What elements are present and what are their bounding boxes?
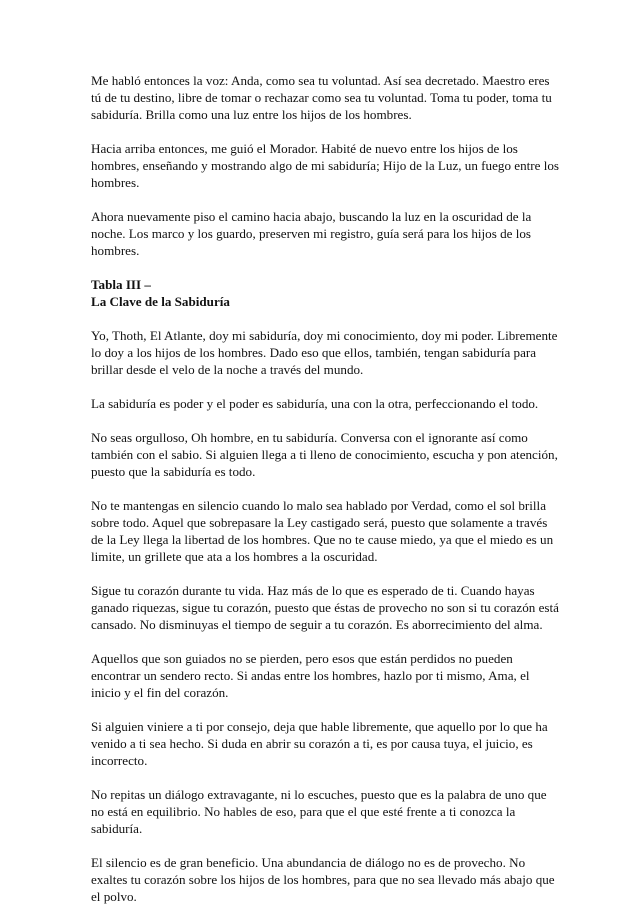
section-heading-title: La Clave de la Sabiduría [91,294,230,309]
paragraph-silence-benefit: El silencio es de gran beneficio. Una abundancia de diálogo no es de provecho. No exaltes tu corazón sobre los hijos de los hombres, para que no sea llevado más abajo que el polvo. [91,855,555,904]
paragraph-guided: Aquellos que son guiados no se pierden, pero esos que están perdidos no pueden encontrar un sendero recto. Si andas entre los hombres, hazlo por ti mismo, Ama, el inicio y el fin del corazón. [91,651,530,700]
paragraph-silence-evil: No te mantengas en silencio cuando lo malo sea hablado por Verdad, como el sol brilla sobre todo. Aquel que sobrepasare la Ley castigado será, puesto que solamente a través de la Ley llega la libertad de los hombres. Que no te cause miedo, ya que el miedo es un limite, un grillete que ata a los hombres a la oscuridad. [91,498,554,564]
paragraph-thoth: Yo, Thoth, El Atlante, doy mi sabiduría, doy mi conocimiento, doy mi poder. Libremente lo doy a los hijos de los hombres. Dado eso que ellos, también, tengan sabiduría para brillar desde el velo de la noche a través del mundo. [91,328,558,377]
paragraph-wisdom-power: La sabiduría es poder y el poder es sabiduría, una con la otra, perfeccionando el todo. [91,396,539,411]
paragraph-dweller: Hacia arriba entonces, me guió el Morador. Habité de nuevo entre los hijos de los hombres, enseñando y mostrando algo de mi sabiduría; Hijo de la Luz, un fuego entre los hombres. [91,141,559,190]
paragraph-path-down: Ahora nuevamente piso el camino hacia abajo, buscando la luz en la oscuridad de la noche. Los marco y los guardo, preserven mi registro, guía será para los hijos de los hombres. [91,209,532,258]
paragraph-dialogue: No repitas un diálogo extravagante, ni lo escuches, puesto que es la palabra de uno que no está en equilibrio. No hables de eso, para que el que esté frente a ti conozca la sabiduría. [91,787,547,836]
section-heading [91,276,559,310]
document-page [91,72,559,922]
paragraph-voice: Me habló entonces la voz: Anda, como sea tu voluntad. Así sea decretado. Maestro eres tú de tu destino, libre de tomar o rechazar como sea tu voluntad. Toma tu poder, toma tu sabiduría. Brilla como una luz entre los hijos de los hombres. [91,73,552,122]
paragraph-counsel: Si alguien viniere a ti por consejo, deja que hable libremente, que aquello por lo que ha venido a ti sea hecho. Si duda en abrir su corazón a ti, es por causa tuya, el juicio, es incorrecto. [91,719,548,768]
section-heading-number: Tabla III – [91,277,151,292]
paragraph-follow-heart: Sigue tu corazón durante tu vida. Haz más de lo que es esperado de ti. Cuando hayas ganado riquezas, sigue tu corazón, puesto que éstas de provecho no son si tu corazón está cansado. No disminuyas el tiempo de seguir a tu corazón. Es aborrecimiento del alma. [91,583,559,632]
paragraph-not-proud: No seas orgulloso, Oh hombre, en tu sabiduría. Conversa con el ignorante así como también con el sabio. Si alguien llega a ti lleno de conocimiento, escucha y pon atención, puesto que la sabiduría es todo. [91,430,558,479]
